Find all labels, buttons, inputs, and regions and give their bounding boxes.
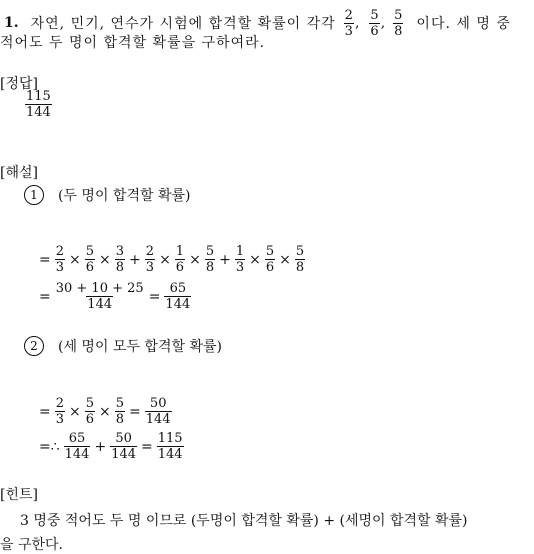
operator: × [69, 403, 81, 420]
numerator: 2 [145, 244, 155, 259]
problem-line-2: 적어도 두 명이 합격할 확률을 구하여라. [0, 35, 266, 51]
prob-3-denominator: 8 [394, 23, 403, 39]
prob-fraction-3 [393, 9, 403, 38]
numerator: 5 [265, 244, 275, 259]
denominator: 8 [295, 260, 305, 275]
answer-denominator: 144 [26, 105, 51, 120]
operator: + [219, 251, 231, 268]
operator: × [69, 251, 81, 268]
denominator: 8 [115, 260, 125, 275]
fraction [235, 245, 245, 274]
therefore-sign: =∴ [39, 438, 60, 455]
prob-fraction-1 [344, 9, 354, 38]
equals-sign: = [39, 288, 51, 305]
denominator: 3 [55, 260, 65, 275]
fraction [145, 245, 155, 274]
denominator: 6 [85, 412, 95, 427]
operator: × [99, 251, 111, 268]
numerator: 65 [68, 431, 86, 446]
numerator: 1 [175, 244, 185, 259]
numerator: 3 [115, 244, 125, 259]
prob-3-numerator: 5 [394, 7, 403, 23]
denominator: 6 [265, 260, 275, 275]
numerator: 5 [115, 396, 125, 411]
step-2-eq-1-terms [54, 397, 173, 426]
numerator: 65 [169, 281, 187, 296]
step-1-equation-2 [36, 282, 192, 311]
step-1-eq-2-terms [54, 282, 193, 311]
prob-1-denominator: 3 [344, 23, 353, 39]
problem-text-pre: 자연, 민기, 연수가 시험에 합격할 확률이 각각 [30, 16, 336, 32]
fraction [164, 282, 191, 311]
fraction [85, 245, 95, 274]
denominator: 6 [85, 260, 95, 275]
fraction [205, 245, 215, 274]
fraction [85, 397, 95, 426]
numerator: 5 [85, 396, 95, 411]
denominator: 6 [175, 260, 185, 275]
circled-number-1: 1 [24, 185, 44, 205]
fraction [64, 432, 91, 461]
prob-separator: , [354, 15, 360, 31]
fraction [145, 397, 172, 426]
answer-label: [정답] [0, 76, 38, 92]
denominator: 144 [111, 447, 137, 462]
numerator: 30 + 10 + 25 [55, 281, 144, 296]
operator: = [148, 288, 161, 305]
circled-number-2: 2 [24, 336, 44, 356]
operator: × [249, 251, 261, 268]
prob-1-numerator: 2 [344, 7, 353, 23]
operator: × [279, 251, 291, 268]
numerator: 1 [235, 244, 245, 259]
answer-value [24, 90, 53, 119]
step-1-description: (두 명이 합격할 확률) [58, 188, 191, 204]
operator: × [99, 403, 111, 420]
numerator: 5 [295, 244, 305, 259]
hint-line-1: 3 명중 적어도 두 명 이므로 (두명이 합격할 확률) + (세명이 합격할 확률) [20, 513, 468, 529]
numerator: 5 [205, 244, 215, 259]
solution-label: [해설] [0, 165, 38, 181]
prob-separator: , [380, 15, 386, 31]
fraction [115, 397, 125, 426]
equals-sign: = [39, 251, 51, 268]
hint-label: [힌트] [0, 487, 38, 503]
denominator: 8 [115, 412, 125, 427]
numerator: 2 [55, 396, 65, 411]
operator: = [129, 403, 141, 420]
answer-fraction [25, 90, 52, 119]
denominator: 144 [165, 297, 191, 312]
prob-2-numerator: 5 [370, 7, 379, 23]
numerator: 115 [157, 431, 183, 446]
fraction [110, 432, 137, 461]
answer-numerator: 115 [26, 89, 51, 104]
denominator: 144 [64, 447, 90, 462]
step-1-equation-1 [36, 245, 306, 274]
denominator: 3 [145, 260, 155, 275]
denominator: 144 [145, 412, 171, 427]
operator: + [129, 251, 141, 268]
prob-fraction-2 [369, 9, 379, 38]
step-2-header [24, 336, 222, 356]
denominator: 144 [87, 297, 113, 312]
numerator: 2 [55, 244, 65, 259]
step-2-eq-2-terms [63, 432, 185, 461]
fraction [157, 432, 184, 461]
step-2-description: (세 명이 모두 합격할 확률) [58, 339, 222, 355]
operator: + [94, 438, 107, 455]
step-1-header [24, 185, 190, 205]
fraction [55, 245, 65, 274]
fraction [295, 245, 305, 274]
problem-text-post: 이다. 세 명 중 [416, 16, 511, 32]
hint-line-2: 을 구한다. [0, 537, 63, 553]
fraction [55, 397, 65, 426]
denominator: 3 [55, 412, 65, 427]
denominator: 144 [157, 447, 183, 462]
prob-2-denominator: 6 [370, 23, 379, 39]
fraction [55, 282, 145, 311]
numerator: 50 [115, 431, 132, 446]
operator: × [159, 251, 171, 268]
numerator: 50 [149, 396, 167, 411]
step-1-eq-1-terms [54, 245, 306, 274]
problem-number: 1. [4, 15, 19, 31]
equals-sign: = [39, 403, 51, 420]
fraction [115, 245, 125, 274]
step-2-equation-2 [36, 432, 185, 461]
fraction [175, 245, 185, 274]
operator: × [189, 251, 201, 268]
step-2-equation-1 [36, 397, 173, 426]
numerator: 5 [85, 244, 95, 259]
fraction [265, 245, 275, 274]
denominator: 3 [235, 260, 245, 275]
operator: = [141, 438, 153, 455]
denominator: 8 [205, 260, 215, 275]
